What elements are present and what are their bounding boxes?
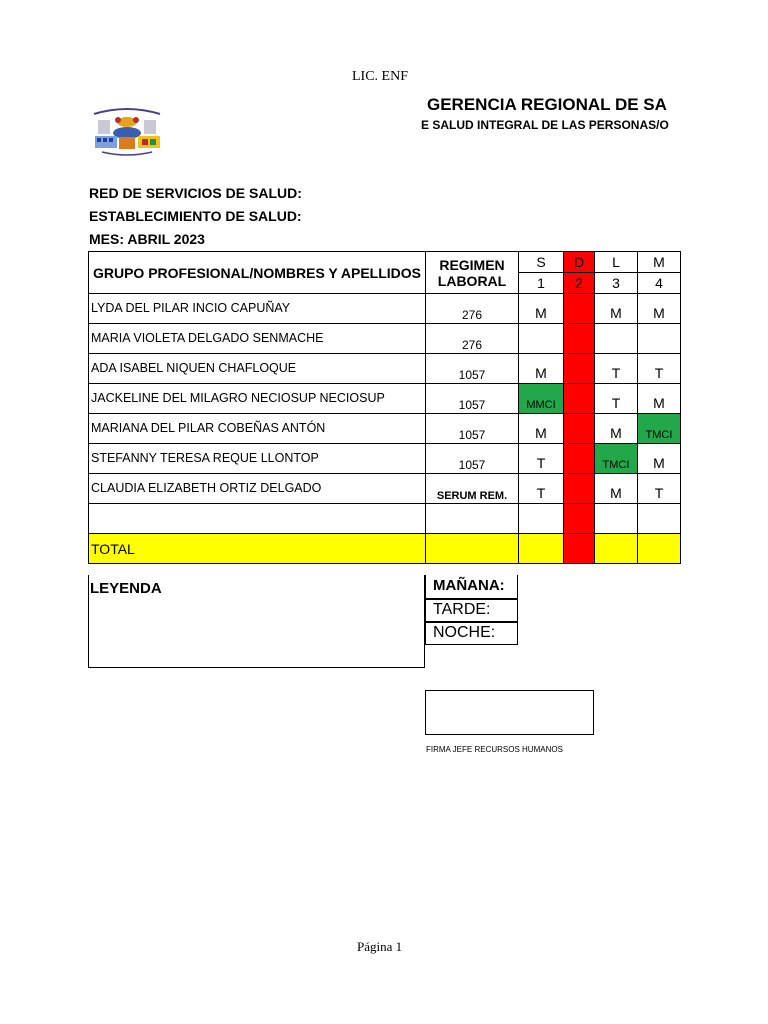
total-cell-sunday <box>564 534 595 564</box>
shift-cell: M <box>638 384 681 414</box>
table-row <box>89 474 681 504</box>
day-letter-2: D <box>564 252 595 273</box>
legend-manana: MAÑANA: <box>425 575 518 599</box>
shift-cell-sunday <box>564 414 595 444</box>
empty-cell <box>519 504 564 534</box>
day-num-3: 3 <box>595 273 638 294</box>
regimen-cell: 276 <box>426 324 519 354</box>
shift-cell-sunday <box>564 444 595 474</box>
day-letter-3: L <box>595 252 638 273</box>
staff-name: JACKELINE DEL MILAGRO NECIOSUP NECIOSUP <box>89 384 426 414</box>
header-row <box>89 252 681 273</box>
table-row <box>89 294 681 324</box>
shift-cell: M <box>519 414 564 444</box>
regimen-cell: 1057 <box>426 444 519 474</box>
shift-cell: M <box>638 294 681 324</box>
regimen-cell: 1057 <box>426 414 519 444</box>
total-cell <box>595 534 638 564</box>
shift-cell: T <box>519 444 564 474</box>
day-letter-4: M <box>638 252 681 273</box>
shift-cell-mci: MMCI <box>519 384 564 414</box>
signature-box <box>425 690 594 735</box>
shift-cell-sunday <box>564 354 595 384</box>
shift-cell: M <box>595 414 638 444</box>
total-cell <box>519 534 564 564</box>
staff-name: LYDA DEL PILAR INCIO CAPUÑAY <box>89 294 426 324</box>
empty-cell <box>638 504 681 534</box>
shift-cell: M <box>519 294 564 324</box>
empty-cell <box>426 504 519 534</box>
table-row <box>89 414 681 444</box>
shift-cell-sunday <box>564 294 595 324</box>
staff-name: STEFANNY TERESA REQUE LLONTOP <box>89 444 426 474</box>
header-title: GERENCIA REGIONAL DE SA <box>427 95 667 114</box>
shift-cell <box>638 324 681 354</box>
regimen-cell: 276 <box>426 294 519 324</box>
col-group-header: GRUPO PROFESIONAL/NOMBRES Y APELLIDOS <box>89 252 426 294</box>
total-cell <box>426 534 519 564</box>
shift-cell: T <box>519 474 564 504</box>
institution-logo <box>88 106 166 158</box>
staff-name: MARIANA DEL PILAR COBEÑAS ANTÓN <box>89 414 426 444</box>
table-row <box>89 324 681 354</box>
empty-cell <box>89 504 426 534</box>
empty-cell-sunday <box>564 504 595 534</box>
staff-name: MARIA VIOLETA DELGADO SENMACHE <box>89 324 426 354</box>
total-cell <box>638 534 681 564</box>
regimen-cell: SERUM REM. <box>426 474 519 504</box>
col-regimen-header: REGIMEN LABORAL <box>426 252 519 294</box>
top-label: LIC. ENF <box>352 69 408 84</box>
day-num-1: 1 <box>519 273 564 294</box>
empty-row <box>89 504 681 534</box>
legend-noche: NOCHE: <box>425 622 518 645</box>
shift-cell: T <box>638 354 681 384</box>
day-num-4: 4 <box>638 273 681 294</box>
legend-tarde: TARDE: <box>425 599 518 622</box>
regimen-cell: 1057 <box>426 354 519 384</box>
shift-cell: M <box>595 474 638 504</box>
shift-cell: M <box>519 354 564 384</box>
table-row <box>89 444 681 474</box>
shift-cell-sunday <box>564 324 595 354</box>
page-number: Página 1 <box>357 939 403 954</box>
red-servicios-label: RED DE SERVICIOS DE SALUD: <box>89 185 302 201</box>
shift-cell-sunday <box>564 474 595 504</box>
schedule-table <box>88 251 681 564</box>
shift-cell: M <box>638 444 681 474</box>
shift-cell-mci: TMCI <box>595 444 638 474</box>
total-row <box>89 534 681 564</box>
table-row <box>89 354 681 384</box>
shift-cell: T <box>595 384 638 414</box>
shift-cell: M <box>595 294 638 324</box>
mes-label: MES: ABRIL 2023 <box>89 231 205 247</box>
day-num-2: 2 <box>564 273 595 294</box>
establecimiento-label: ESTABLECIMIENTO DE SALUD: <box>89 208 302 224</box>
shift-cell <box>519 324 564 354</box>
shift-cell-sunday <box>564 384 595 414</box>
empty-cell <box>595 504 638 534</box>
staff-name: ADA ISABEL NIQUEN CHAFLOQUE <box>89 354 426 384</box>
total-label: TOTAL <box>89 534 426 564</box>
day-letter-1: S <box>519 252 564 273</box>
regimen-cell: 1057 <box>426 384 519 414</box>
header-subtitle: E SALUD INTEGRAL DE LAS PERSONAS/O <box>421 118 669 132</box>
legend-title: LEYENDA <box>90 580 162 597</box>
shift-cell-mci: TMCI <box>638 414 681 444</box>
shift-cell <box>595 324 638 354</box>
shift-cell: T <box>595 354 638 384</box>
table-row <box>89 384 681 414</box>
signature-caption: FIRMA JEFE RECURSOS HUMANOS <box>426 745 563 754</box>
staff-name: CLAUDIA ELIZABETH ORTIZ DELGADO <box>89 474 426 504</box>
shift-cell: T <box>638 474 681 504</box>
